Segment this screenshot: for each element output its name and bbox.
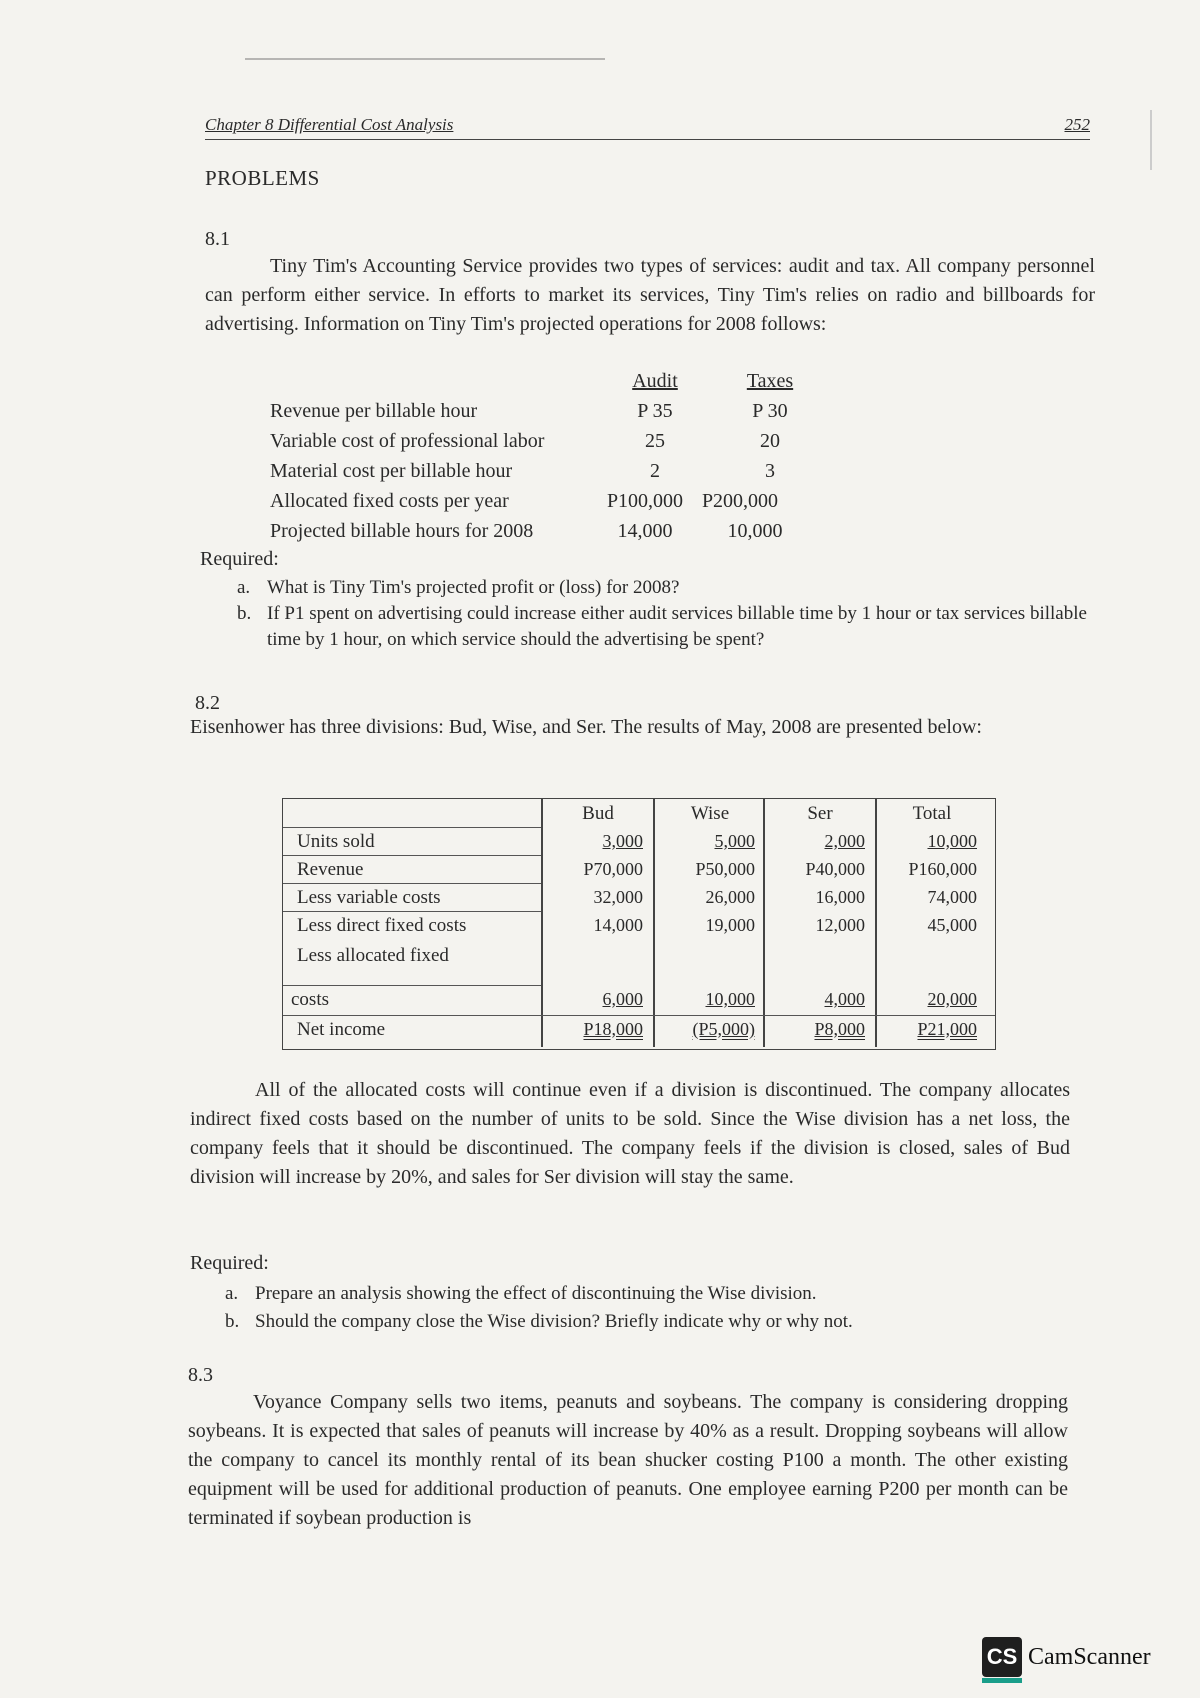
required-label: Required: — [190, 1252, 269, 1274]
column-header: Ser — [807, 803, 833, 824]
cell: P160,000 — [908, 859, 977, 879]
required-list — [237, 575, 1087, 653]
audit-value: P100,000 — [606, 490, 684, 512]
list-marker: b. — [225, 1311, 240, 1332]
cell: 2,000 — [824, 831, 865, 851]
problem-intro-text: Voyance Company sells two items, peanuts and soybeans. The company is considering dropping soybeans. It is expected that sales of peanuts will increase by 40% as a result. Dropping soybeans will allow the company to cancel its monthly rental of its bean shucker costing P100 a month. The other existing equipment will be used for additional production of peanuts. One employee earning P200 per month can be terminated if soybean production is — [188, 1391, 1068, 1529]
cell: 10,000 — [927, 831, 977, 851]
list-item — [237, 575, 1087, 601]
row-label: Allocated fixed costs per year — [270, 490, 509, 512]
table-row — [270, 400, 790, 429]
grid-line — [283, 985, 541, 986]
problem-intro — [205, 252, 1095, 339]
grid-line — [283, 1015, 995, 1016]
cell: P50,000 — [695, 859, 755, 879]
list-item — [225, 1308, 1075, 1336]
problem-number: 8.2 — [195, 692, 220, 714]
problem-intro-text: Tiny Tim's Accounting Service provides two types of services: audit and tax. All company personnel can perform either service. In efforts to market its services, Tiny Tim's relies on radio and billboards for advertising. Information on Tiny Tim's projected operations for 2008 follows: — [205, 255, 1095, 335]
grid-line — [283, 911, 541, 912]
problem-intro — [188, 1388, 1068, 1533]
problem-discussion-text: All of the allocated costs will continue even if a division is discontinued. The company allocates indirect fixed costs based on the number of units to be sold. Since the Wise division has a net loss, the company feels that it should be discontinued. The company feels if the division is closed, sales of Bud division will increase by 20%, and sales for Ser division will stay the same. — [190, 1079, 1070, 1188]
problem-discussion — [190, 1076, 1070, 1192]
cell: 16,000 — [815, 887, 865, 907]
cell: P18,000 — [583, 1019, 643, 1039]
grid-line — [541, 799, 543, 1047]
cell: 32,000 — [593, 887, 643, 907]
taxes-value: 3 — [765, 460, 775, 482]
taxes-value: P200,000 — [701, 490, 779, 512]
table-row — [270, 460, 790, 489]
grid-line — [283, 827, 541, 828]
divisions-table — [282, 798, 996, 1050]
list-item-text: What is Tiny Tim's projected profit or (loss) for 2008? — [267, 577, 680, 598]
taxes-value: 10,000 — [727, 520, 783, 542]
column-header: Taxes — [746, 370, 794, 392]
list-item — [237, 601, 1087, 653]
page-header — [205, 115, 1090, 140]
row-label: Less variable costs — [297, 887, 441, 908]
grid-line — [763, 799, 765, 1047]
row-label: Revenue per billable hour — [270, 400, 478, 422]
cell: 6,000 — [602, 989, 643, 1009]
problem-number: 8.3 — [188, 1364, 213, 1386]
cell: 4,000 — [824, 989, 865, 1009]
page-number: 252 — [1064, 115, 1090, 134]
section-title: PROBLEMS — [205, 166, 320, 190]
cell: 19,000 — [705, 915, 755, 935]
camscanner-logo: CS — [982, 1637, 1022, 1677]
audit-value: 2 — [650, 460, 660, 482]
list-item — [225, 1280, 1075, 1308]
cell: P8,000 — [814, 1019, 865, 1039]
cell: 10,000 — [705, 989, 755, 1009]
cell: 3,000 — [602, 831, 643, 851]
column-header: Audit — [632, 370, 678, 392]
grid-line — [653, 799, 655, 1047]
table-row — [270, 430, 790, 459]
problem-number: 8.1 — [205, 228, 230, 250]
row-label: Units sold — [297, 831, 375, 852]
list-marker: a. — [225, 1283, 239, 1304]
grid-line — [283, 883, 541, 884]
row-label: Material cost per billable hour — [270, 460, 513, 482]
grid-line — [875, 799, 877, 1047]
cell: 12,000 — [815, 915, 865, 935]
audit-value: P 35 — [637, 400, 673, 422]
cell: 5,000 — [714, 831, 755, 851]
scan-artifact — [1150, 110, 1152, 170]
taxes-value: P 30 — [752, 400, 788, 422]
cell: 74,000 — [927, 887, 977, 907]
row-label: Less direct fixed costs — [297, 915, 467, 936]
table-row — [270, 520, 790, 549]
cell: 14,000 — [593, 915, 643, 935]
required-label: Required: — [200, 548, 279, 570]
grid-line — [283, 855, 541, 856]
list-item-text: If P1 spent on advertising could increase either audit services billable time by 1 hour or tax services billable time by 1 hour, on which service should the advertising be spent? — [267, 603, 1087, 650]
camscanner-name: CamScanner — [1028, 1643, 1151, 1670]
cell: 26,000 — [705, 887, 755, 907]
scan-artifact — [245, 58, 605, 60]
column-header: Wise — [690, 803, 730, 824]
row-label: Net income — [297, 1019, 386, 1040]
list-marker: b. — [237, 603, 252, 624]
camscanner-watermark — [982, 1635, 1151, 1679]
row-label: Projected billable hours for 2008 — [270, 520, 534, 542]
list-marker: a. — [237, 577, 251, 598]
cell: P70,000 — [583, 859, 643, 879]
row-label: costs — [291, 989, 329, 1010]
column-header: Total — [912, 803, 952, 824]
column-header: Bud — [582, 803, 614, 824]
audit-value: 25 — [645, 430, 665, 452]
taxes-value: 20 — [760, 430, 780, 452]
cell: 20,000 — [927, 989, 977, 1009]
chapter-title: Chapter 8 Differential Cost Analysis — [205, 115, 454, 134]
list-item-text: Should the company close the Wise division? Briefly indicate why or why not. — [255, 1311, 853, 1332]
cell: (P5,000) — [692, 1019, 755, 1039]
row-label: Less allocated fixed — [297, 945, 449, 966]
cell: P40,000 — [805, 859, 865, 879]
audit-value: 14,000 — [617, 520, 673, 542]
cell: P21,000 — [917, 1019, 977, 1039]
required-list — [225, 1280, 1075, 1336]
problem-intro: Eisenhower has three divisions: Bud, Wise, and Ser. The results of May, 2008 are presented below: — [190, 716, 982, 738]
list-item-text: Prepare an analysis showing the effect of discontinuing the Wise division. — [255, 1283, 817, 1304]
row-label: Revenue — [297, 859, 364, 880]
cell: 45,000 — [927, 915, 977, 935]
table-row — [270, 490, 790, 519]
row-label: Variable cost of professional labor — [270, 430, 545, 452]
